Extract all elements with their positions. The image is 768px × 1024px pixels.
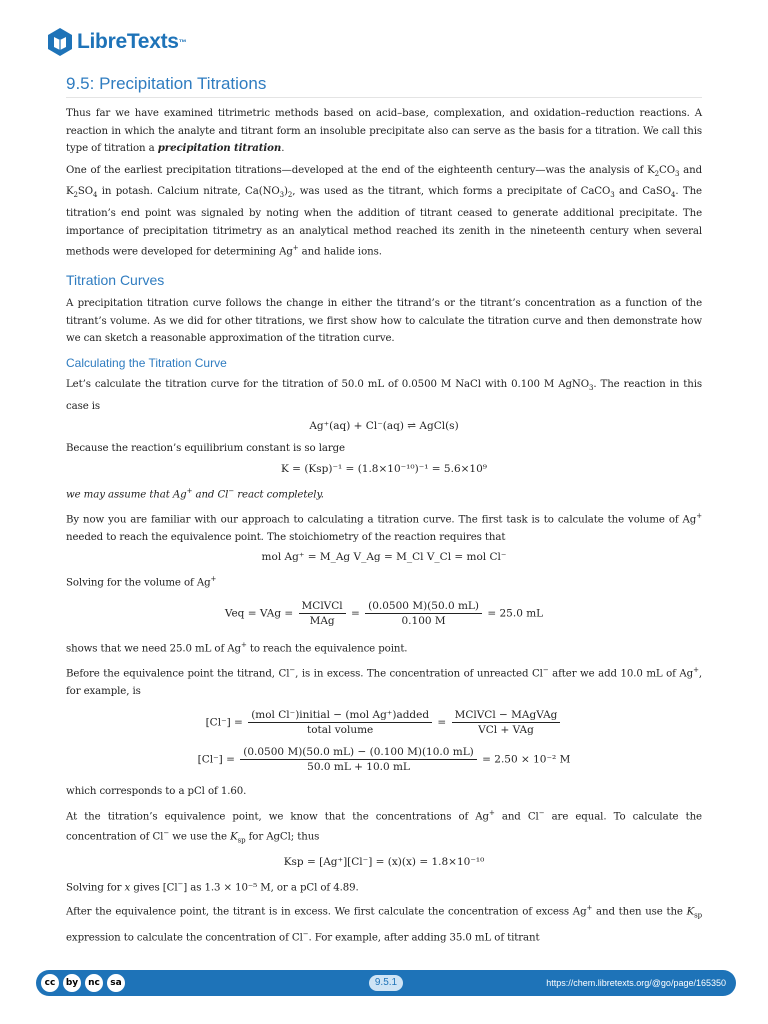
equation-reaction: Ag⁺(aq) + Cl⁻(aq) ⇌ AgCl(s) bbox=[309, 420, 459, 433]
attribution-icon: by bbox=[62, 973, 82, 993]
calc-paragraph-9: At the titration’s equivalence point, we know that the concentrations of Ag+ and Cl− are equal. To calculate the concentration of Cl− we use the $K_{sp}$ for AgCl; thus bbox=[66, 808, 702, 845]
sharealike-icon: sa bbox=[106, 973, 126, 993]
page-number: 9.5.1 bbox=[369, 975, 403, 991]
equation-ksp: Ksp = [Ag⁺][Cl⁻] = (x)(x) = 1.8×10⁻¹⁰ bbox=[283, 855, 485, 868]
calc-paragraph-11: After the equivalence point, the titrant is in excess. We first calculate the concentration of excess Ag+ and then use the $K_{sp}$ expression to calculate the concentration of Cl−. For example, after adding 35.0 mL of titrant bbox=[66, 904, 703, 943]
subsection-heading-calculating: Calculating the Titration Curve bbox=[66, 355, 227, 370]
noncommercial-icon: nc bbox=[84, 973, 104, 993]
calc-paragraph-1: Let’s calculate the titration curve for the titration of 50.0 mL of 0.0500 M NaCl with 0.100 M AgNO$_3$. The reaction in this case is bbox=[66, 378, 702, 412]
calc-paragraph-2: Because the reaction’s equilibrium constant is so large bbox=[66, 443, 345, 455]
equation-chloride-numeric: [Cl⁻] = $\frac{(0.0500 M)(50.0 mL) - (0.100 M)(10.0 mL)}{50.0 mL + 10.0 mL}$ = 2.50 × 10⁻² M bbox=[197, 745, 571, 773]
calc-paragraph-5: Solving for the volume of Ag+ bbox=[66, 575, 217, 589]
license-badge[interactable] bbox=[40, 973, 128, 993]
intro-paragraph-2: One of the earliest precipitation titrations—developed at the end of the eighteenth century—was the analysis of $K_2CO_3$ and $K_2SO_4$ in potash. Calcium nitrate, $Ca(NO_3)_2$, was used as the titrant, which forms a precipitate of CaCO$_3$ and CaSO$_4$. The titration’s end point was signaled by noting when the addition of titrant ceased to generate additional precipitate. The importance of precipitation titrimetry as an analytical method reached its zenith in the nineteenth century when several methods were developed for determining Ag+ and halide ions. bbox=[66, 164, 702, 258]
page-footer bbox=[36, 970, 736, 996]
titration-curves-paragraph: A precipitation titration curve follows the change in either the titrand’s or the titrant’s concentration as a function of the titrant’s volume. As we did for other titrations, we first show how to calculate the titration curve and then demonstrate how we can sketch a reasonable approximation of the titration curve. bbox=[66, 298, 702, 345]
equation-chloride-general: [Cl⁻] = $\frac{\text{(mol Cl⁻)initial − (mol Ag⁺)added}}{\text{total volume}}$ = $\frac{\text{MClVCl − MAgVAg}}{\text{VCl + VAg}}$ bbox=[66, 709, 702, 736]
page-content bbox=[66, 74, 702, 950]
calc-paragraph-3: we may assume that Ag+ and Cl− react completely. bbox=[66, 486, 324, 501]
calc-paragraph-8: which corresponds to a pCl of 1.60. bbox=[66, 785, 247, 797]
equation-equivalence-volume: Veq = VAg = $\frac{\text{MClVCl}}{\text{MAg}}$ = $\frac{(0.0500 M)(50.0 mL)}{0.100 M}$ = 25.0 mL bbox=[224, 600, 544, 628]
logo-text: LibreTexts bbox=[77, 30, 179, 53]
logo-trademark: ™ bbox=[178, 37, 187, 47]
calc-paragraph-10: Solving for x gives [Cl−] as 1.3 × 10⁻⁵ M, or a pCl of 4.89. bbox=[66, 879, 359, 893]
equation-stoichiometry: mol Ag⁺ = M_Ag V_Ag = M_Cl V_Cl = mol Cl⁻ bbox=[261, 551, 507, 564]
intro-paragraph-1: Thus far we have examined titrimetric methods based on acid–base, complexation, and oxidation–reduction reactions. A reaction in which the analyte and titrant form an insoluble precipitate also can serve as the basis for a titration. We call this type of titration a precipitation titration. bbox=[66, 108, 702, 155]
section-heading-titration-curves: Titration Curves bbox=[66, 272, 165, 289]
calc-paragraph-7: Before the equivalence point the titrand, Cl−, is in excess. The concentration of unreacted Cl− after we add 10.0 mL of Ag+, for example, is bbox=[66, 666, 702, 698]
libretexts-logo[interactable] bbox=[46, 27, 187, 57]
cc-icon: cc bbox=[40, 973, 60, 993]
calc-paragraph-6: shows that we need 25.0 mL of Ag+ to reach the equivalence point. bbox=[66, 641, 408, 655]
calc-paragraph-4: By now you are familiar with our approach to calculating a titration curve. The first task is to calculate the volume of Ag+ needed to reach the equivalence point. The stoichiometry of the reaction requires that bbox=[66, 511, 702, 543]
libretexts-logo-icon bbox=[46, 27, 74, 57]
term-precipitation-titration: precipitation titration bbox=[157, 142, 282, 155]
equation-equilibrium-constant: K = (Ksp)⁻¹ = (1.8×10⁻¹⁰)⁻¹ = 5.6×10⁹ bbox=[281, 462, 487, 475]
page-url-link[interactable]: https://chem.libretexts.org/@go/page/165350 bbox=[546, 978, 726, 988]
page-title: 9.5: Precipitation Titrations bbox=[66, 74, 702, 98]
